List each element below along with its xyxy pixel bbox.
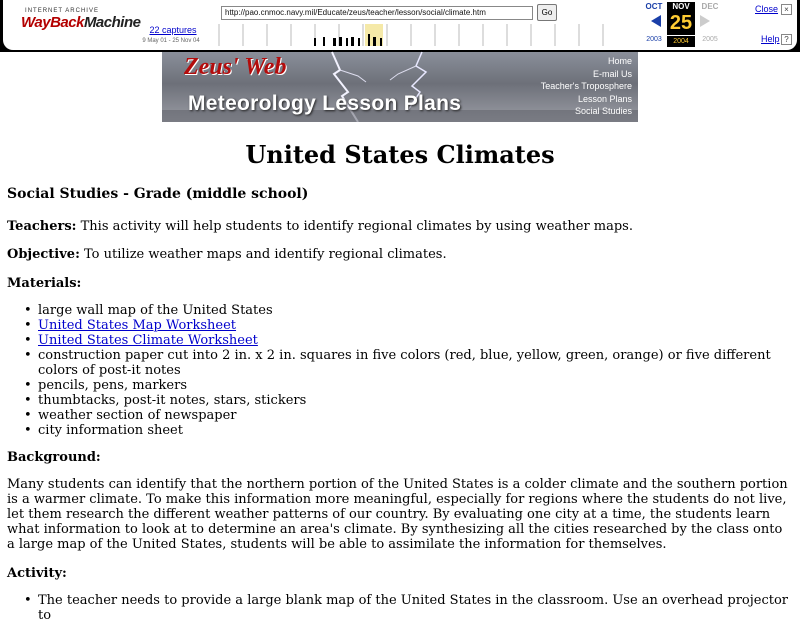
teachers-label: Teachers: [7, 219, 77, 234]
nav-teachers-troposphere[interactable]: Teacher's Troposphere [540, 81, 632, 91]
nav-email-us[interactable]: E-mail Us [592, 68, 632, 79]
list-item: • pencils, pens, markers [22, 378, 792, 393]
month-next: DEC [701, 2, 719, 11]
list-item [22, 333, 792, 348]
materials-list [22, 303, 792, 438]
page-subtitle: Social Studies - Grade (middle school) [7, 186, 309, 202]
year-current: 2004 [667, 36, 695, 47]
capture-sparkline[interactable] [217, 24, 627, 46]
background-heading: Background: [7, 450, 101, 465]
captures-link[interactable]: 22 captures [149, 25, 197, 35]
prev-capture-arrow-icon[interactable] [651, 15, 661, 27]
activity-heading: Activity: [7, 566, 67, 581]
list-item: • thumbtacks, post-it notes, stars, stickers [22, 393, 792, 408]
url-input[interactable]: http://pao.cnmoc.navy.mil/Educate/zeus/teacher/lesson/social/climate.htm [221, 6, 533, 20]
go-button[interactable]: Go [537, 4, 557, 21]
objective-text: To utilize weather maps and identify regional climates. [79, 247, 447, 262]
site-logo-subtitle: Meteorology Lesson Plans [188, 92, 462, 115]
materials-heading: Materials: [7, 276, 82, 291]
internet-archive-label: INTERNET ARCHIVE [25, 8, 99, 14]
wayback-logo[interactable] [21, 8, 141, 42]
nav-social-studies[interactable]: Social Studies [574, 106, 632, 116]
us-climate-worksheet-link[interactable]: United States Climate Worksheet [38, 333, 258, 348]
list-item: • city information sheet [22, 423, 792, 438]
wayback-wordmark: WayBackMachine [21, 14, 141, 31]
activity-list [22, 593, 792, 623]
banner-nav [512, 55, 632, 118]
background-text: Many students can identify that the northern portion of the United States is a colder climate and the southern portion is a warmer climate. To make this information more meaningful, especially for regions where the students do not live, let them research the different weather patterns of our country. By evaluating one city at a time, the students learn what information to look at to determine an area's climate. By synthesizing all the cities researched by the class onto a large map of the United States, students will be able to assimilate the information for themselves. [7, 477, 788, 552]
list-item: • weather section of newspaper [22, 408, 792, 423]
close-link[interactable]: Close [755, 4, 779, 14]
list-item: • large wall map of the United States [22, 303, 792, 318]
next-capture-arrow-icon [700, 15, 710, 27]
month-current: NOV [667, 2, 695, 11]
capture-range: 9 May 01 - 25 Nov 04 [142, 38, 200, 44]
year-prev[interactable]: 2003 [646, 36, 662, 43]
help-link[interactable]: Help [761, 34, 780, 44]
teachers-paragraph [7, 219, 791, 234]
teachers-text: This activity will help students to identify regional climates by using weather maps. [76, 219, 633, 234]
list-item: • The teacher needs to provide a large blank map of the United States in the classroom. Use an overhead projector to [22, 593, 792, 623]
wayback-toolbar-panel [3, 0, 797, 50]
wayback-toolbar [0, 0, 800, 52]
page-title: United States Climates [245, 140, 555, 169]
objective-label: Objective: [7, 247, 80, 262]
list-item: • construction paper cut into 2 in. x 2 in. squares in five colors (red, blue, yellow, green, orange) or five different colors of post-it notes [22, 348, 792, 378]
close-icon[interactable]: × [781, 4, 792, 15]
month-prev[interactable]: OCT [645, 2, 663, 11]
list-item [22, 318, 792, 333]
site-banner [162, 52, 638, 122]
objective-paragraph [7, 247, 791, 262]
nav-lesson-plans[interactable]: Lesson Plans [577, 93, 632, 104]
site-logo-title: Zeus' Web [184, 54, 287, 80]
year-next: 2005 [702, 36, 718, 43]
nav-home[interactable]: Home [607, 56, 632, 66]
capture-day: 25 [667, 11, 695, 35]
us-map-worksheet-link[interactable]: United States Map Worksheet [38, 318, 237, 333]
help-icon[interactable]: ? [781, 34, 792, 45]
